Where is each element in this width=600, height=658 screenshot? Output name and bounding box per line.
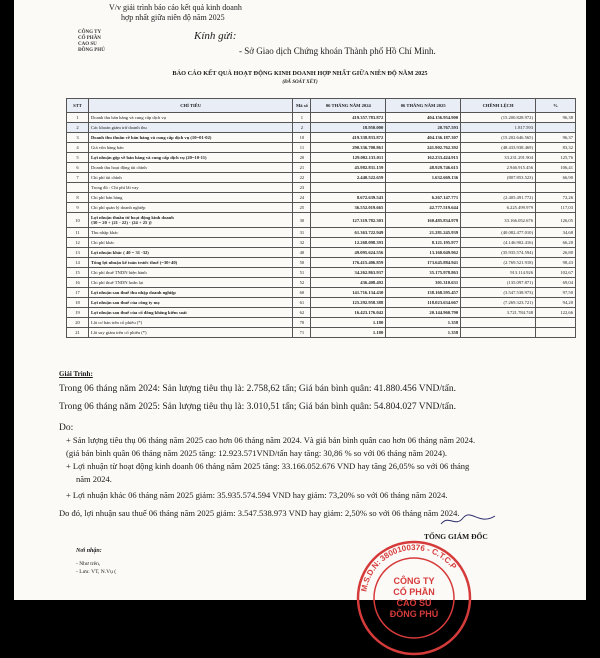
table-cell-ms: 50 [293, 258, 311, 268]
recipient-list-item: - Như trên, [76, 561, 101, 567]
table-cell-name: Tổng lợi nhuận kế toán trước thuế (=30+40) [88, 258, 292, 268]
table-cell-d: (2.405.491.772) [461, 193, 536, 203]
table-cell-a: 34.262.863.937 [311, 268, 386, 278]
table-cell-b: 6.267.147.771 [386, 193, 461, 203]
seal-line-3: CAO SU [396, 598, 432, 608]
table-header-row [67, 99, 576, 113]
table-cell-name: Lãi cơ bản trên cổ phiếu (*) [88, 318, 292, 328]
table-cell-ms: 60 [293, 288, 311, 298]
table-cell-stt: 14 [67, 258, 89, 268]
table-cell-ms: 71 [293, 328, 311, 338]
table-cell-b: 48.929.746.615 [386, 163, 461, 173]
table-cell-name: Lợi nhuận sau thuế thu nhập doanh nghiệp [88, 288, 292, 298]
conclusion: Do đó, lợi nhuận sau thuế 06 tháng năm 2025 giảm: 3.547.538.973 VND hay giảm: 2,50% so với 06 tháng năm 2024. [59, 508, 460, 518]
table-cell-d: 1.817.593 [461, 123, 536, 133]
table-row [67, 308, 576, 318]
table-cell-ms: 61 [293, 298, 311, 308]
table-cell-b: 173.645.884.941 [386, 258, 461, 268]
table-row [67, 248, 576, 258]
table-cell-d: 33.231.291.904 [461, 153, 536, 163]
table-cell-d: 2.946.915.456 [461, 163, 536, 173]
seal-line-4: ĐỒNG PHÚ [389, 609, 439, 619]
table-cell-a: 49.095.624.556 [311, 248, 386, 258]
table-row [67, 173, 576, 183]
table-cell-stt: 6 [67, 163, 89, 173]
table-cell-name: Doanh thu bán hàng và cung cấp dịch vụ [88, 113, 292, 123]
table-cell-stt: 20 [67, 318, 89, 328]
table-cell-a: 2.440.522.659 [311, 173, 386, 183]
table-cell-a: 436.408.492 [311, 278, 386, 288]
table-cell-d: (48.433.938.469) [461, 143, 536, 153]
table-cell-ms: 24 [293, 193, 311, 203]
table-cell-p: 125,76 [536, 153, 576, 163]
table-cell-p [536, 183, 576, 193]
table-cell-a: 141.716.134.430 [311, 288, 386, 298]
table-cell-b [386, 183, 461, 193]
table-cell-name: Chi phí thuế TNDN hoãn lại [88, 278, 292, 288]
table-cell-d: (7.269.323.721) [461, 298, 536, 308]
subject-line-1: V/v giải trình báo cáo kết quả kinh doanh [109, 3, 242, 12]
table-cell-ms: 23 [293, 183, 311, 193]
table-cell-ms: 52 [293, 278, 311, 288]
table-cell-d: (15.202.646.565) [461, 133, 536, 143]
table-cell-b: 42.777.519.644 [386, 203, 461, 213]
table-cell-b: 118.023.634.667 [386, 298, 461, 308]
table-cell-name: Chi phí thuế TNDN hiện hành [88, 268, 292, 278]
table-cell-name: Chi phí bán hàng [88, 193, 292, 203]
table-cell-d: 33.166.052.676 [461, 213, 536, 228]
table-cell-p [536, 123, 576, 133]
company-name-block [78, 30, 105, 54]
table-cell-b: 20.144.960.790 [386, 308, 461, 318]
bullet-1b: (giá bán bình quân 06 tháng năm 2025 tăng: 12.923.571VND/tấn hay tăng: 30,86 % so với 06 tháng năm 2024). [66, 448, 448, 458]
recipient-list [76, 560, 116, 576]
table-cell-d: 3.721.784.748 [461, 308, 536, 318]
table-cell-name: Lợi nhuận gộp về bán hàng và cung cấp dịch vụ (20=10-11) [88, 153, 292, 163]
table-cell-stt: 11 [67, 228, 89, 238]
table-cell-name: Doanh thu thuần về bán hàng và cung cấp dịch vụ (10=01-02) [88, 133, 292, 143]
table-row [67, 318, 576, 328]
table-cell-d [461, 328, 536, 338]
table-cell-name: Chi phí quản lý doanh nghiệp [88, 203, 292, 213]
table-cell-stt: 17 [67, 288, 89, 298]
do-label: Do: [59, 423, 74, 433]
column-header: 06 THÁNG NĂM 2025 [386, 99, 461, 113]
table-cell-ms: 51 [293, 268, 311, 278]
table-cell-a: 16.423.176.042 [311, 308, 386, 318]
column-header: % [536, 99, 576, 113]
table-cell-a: 18.950.000 [311, 123, 386, 133]
company-seal [354, 538, 474, 658]
table-cell-name: Chi phí tài chính [88, 173, 292, 183]
table-cell-stt: 2 [67, 123, 89, 133]
results-table [66, 98, 576, 338]
table-cell-b: 35.175.978.863 [386, 268, 461, 278]
table-cell-name: Các khoản giảm trừ doanh thu [88, 123, 292, 133]
table-cell-name: Lợi nhuận sau thuế của công ty mẹ [88, 298, 292, 308]
table-cell-stt [67, 183, 89, 193]
table-cell-name [88, 213, 292, 228]
table-cell-p: 26,80 [536, 248, 576, 258]
table-cell-p [536, 328, 576, 338]
table-row [67, 238, 576, 248]
company-line-1: CÔNG TY [78, 30, 102, 35]
table-cell-ms: 1 [293, 113, 311, 123]
bullet-2a: + Lợi nhuận từ hoạt động kinh doanh 06 tháng năm 2025 tăng: 33.166.052.676 VND hay tăng 26,05% so với 06 tháng [66, 461, 470, 471]
table-cell-ms: 32 [293, 238, 311, 248]
table-cell-a: 419.338.833.872 [311, 133, 386, 143]
recipient-list-item: - Lưu: VT, N.Vụ ( [76, 569, 117, 575]
table-cell-name: Chi phí khác [88, 238, 292, 248]
table-cell-a: 1.180 [311, 318, 386, 328]
company-line-2: CỔ PHẦN [78, 36, 101, 41]
table-cell-name: Lợi nhuận sau thuế của cổ đông không kiểm soát [88, 308, 292, 318]
table-cell-stt: 4 [67, 143, 89, 153]
table-row [67, 288, 576, 298]
table-cell-b: 21.281.245.939 [386, 228, 461, 238]
table-row [67, 113, 576, 123]
table-cell-a: 61.363.722.949 [311, 228, 386, 238]
table-cell-a: 36.552.019.665 [311, 203, 386, 213]
table-row [67, 123, 576, 133]
seal-line-1: CÔNG TY [393, 576, 435, 586]
table-cell-stt: 18 [67, 298, 89, 308]
table-cell-p: 72,26 [536, 193, 576, 203]
table-cell-ms: 40 [293, 248, 311, 258]
bullet-2b: năm 2024. [76, 474, 112, 484]
column-header: 06 THÁNG NĂM 2024 [311, 99, 386, 113]
table-cell-stt: 19 [67, 308, 89, 318]
signatory-title: TỔNG GIÁM ĐỐC [424, 532, 488, 541]
report-title: BÁO CÁO KẾT QUẢ HOẠT ĐỘNG KINH DOANH HỢP NHẤT GIỮA NIÊN ĐỘ NĂM 2025 [172, 70, 428, 77]
table-cell-ms: 10 [293, 133, 311, 143]
table-row [67, 268, 576, 278]
column-header: CHÊNH LỆCH [461, 99, 536, 113]
table-cell-a: 419.357.783.872 [311, 113, 386, 123]
table-cell-stt: 16 [67, 278, 89, 288]
table-cell-ms: 20 [293, 153, 311, 163]
table-row [67, 228, 576, 238]
table-row [67, 278, 576, 288]
table-cell-stt: 7 [67, 173, 89, 183]
table-cell-a: 290.336.700.861 [311, 143, 386, 153]
table-cell-b: 241.902.762.392 [386, 143, 461, 153]
table-cell-d: (4.146.902.416) [461, 238, 536, 248]
table-row [67, 163, 576, 173]
table-cell-b: 160.485.834.979 [386, 213, 461, 228]
explanation-heading: Giải Trình: [59, 370, 93, 378]
company-line-3: CAO SU [78, 42, 97, 47]
seal-line-2: CỔ PHẦN [393, 587, 435, 597]
table-cell-p: 96,38 [536, 113, 576, 123]
table-cell-name: Lãi suy giảm trên cổ phiếu (*) [88, 328, 292, 338]
table-cell-d: (3.547.538.973) [461, 288, 536, 298]
table-cell-b: 138.168.595.457 [386, 288, 461, 298]
row-label: Lợi nhuận thuần từ hoạt động kinh doanh [90, 215, 174, 220]
table-row [67, 328, 576, 338]
subject-line-2: hợp nhất giữa niên độ năm 2025 [121, 13, 225, 22]
table-cell-name: Giá vốn hàng bán [88, 143, 292, 153]
table-cell-d [461, 183, 536, 193]
table-cell-ms: 2 [293, 123, 311, 133]
table-cell-b: 1.358 [386, 328, 461, 338]
recipient: - Sở Giao dịch Chứng khoán Thành phố Hồ Chí Minh. [239, 46, 436, 56]
table-cell-ms: 62 [293, 308, 311, 318]
table-cell-p: 126,05 [536, 213, 576, 228]
table-cell-a: 1.180 [311, 328, 386, 338]
table-cell-a: 176.415.406.859 [311, 258, 386, 268]
table-cell-b: 20.767.593 [386, 123, 461, 133]
table-cell-p: 69,04 [536, 278, 576, 288]
table-cell-a: 12.268.098.393 [311, 238, 386, 248]
table-cell-d: (35.935.574.594) [461, 248, 536, 258]
company-line-4: ĐỒNG PHÚ [78, 48, 105, 53]
table-cell-a [311, 183, 386, 193]
table-cell-b: 1.632.669.136 [386, 173, 461, 183]
seal-ring-text: M.S.D.N: 3800100376 - C.T.C.P [359, 542, 459, 593]
table-cell-d: (807.853.523) [461, 173, 536, 183]
table-cell-b: 162.233.424.915 [386, 153, 461, 163]
table-cell-ms: 30 [293, 213, 311, 228]
table-row [67, 143, 576, 153]
table-row [67, 193, 576, 203]
column-header: CHỈ TIÊU [88, 99, 292, 113]
table-cell-stt: 13 [67, 248, 89, 258]
table-cell-d: 6.225.499.979 [461, 203, 536, 213]
column-header: Mã số [293, 99, 311, 113]
table-cell-a: 129.002.133.011 [311, 153, 386, 163]
table-cell-name: Doanh thu hoạt động tài chính [88, 163, 292, 173]
table-cell-d: (15.200.828.972) [461, 113, 536, 123]
table-cell-d: (135.097.871) [461, 278, 536, 288]
table-cell-p [536, 318, 576, 328]
bullet-3: + Lợi nhuận khác 06 tháng năm 2025 giảm: 35.935.574.594 VND hay giảm: 73,20% so với 06 tháng năm 2024. [66, 490, 448, 500]
table-cell-a: 8.672.639.543 [311, 193, 386, 203]
table-cell-stt: 8 [67, 193, 89, 203]
table-cell-b: 13.160.049.962 [386, 248, 461, 258]
table-cell-p: 83,32 [536, 143, 576, 153]
bullet-1a: + Sản lượng tiêu thụ 06 tháng năm 2025 cao hơn 06 tháng năm 2024. Và giá bán bình quân cao hơn 06 tháng năm 2024. [66, 435, 476, 445]
table-cell-ms: 22 [293, 173, 311, 183]
table-cell-stt: 1 [67, 113, 89, 123]
table-cell-stt: 5 [67, 153, 89, 163]
table-row [67, 203, 576, 213]
row-formula: {30 = 20 + (21 - 22) - (24 + 25 )} [90, 220, 152, 225]
table-cell-a: 45.982.831.159 [311, 163, 386, 173]
table-cell-p: 66,90 [536, 173, 576, 183]
table-cell-ms: 70 [293, 318, 311, 328]
table-cell-stt: 21 [67, 328, 89, 338]
table-cell-p: 34,68 [536, 228, 576, 238]
signature-mark [439, 510, 499, 530]
explanation-line-2025: Trong 06 tháng năm 2025: Sản lượng tiêu thụ là: 3.010,51 tấn; Giá bán bình quân: 54.804.027 VND/tấn. [59, 402, 457, 412]
table-cell-p: 117,03 [536, 203, 576, 213]
table-cell-b: 404.156.954.900 [386, 113, 461, 123]
table-cell-stt: 10 [67, 213, 89, 228]
table-cell-d: (40.082.477.010) [461, 228, 536, 238]
table-cell-d [461, 318, 536, 328]
document-page [14, 0, 586, 619]
table-cell-p: 98,43 [536, 258, 576, 268]
table-cell-stt: 15 [67, 268, 89, 278]
table-cell-name: Thu nhập khác [88, 228, 292, 238]
table-cell-ms: 21 [293, 163, 311, 173]
table-cell-d: 913.114.926 [461, 268, 536, 278]
table-cell-p: 97,50 [536, 288, 576, 298]
table-cell-p: 66,20 [536, 238, 576, 248]
table-cell-p: 102,67 [536, 268, 576, 278]
table-cell-ms: 31 [293, 228, 311, 238]
table-cell-name: Trong đó : Chi phí lãi vay [88, 183, 292, 193]
subject-line [109, 3, 242, 23]
noi-nhan-label: Nơi nhận: [76, 548, 102, 554]
table-row [67, 258, 576, 268]
table-row [67, 298, 576, 308]
table-cell-stt: 12 [67, 238, 89, 248]
table-cell-a: 125.292.958.388 [311, 298, 386, 308]
table-cell-d: (2.769.521.918) [461, 258, 536, 268]
explanation-line-2024: Trong 06 tháng năm 2024: Sản lượng tiêu thụ là: 2.758,62 tấn; Giá bán bình quân: 41.880.456 VND/tấn. [59, 384, 457, 394]
table-cell-p: 94,20 [536, 298, 576, 308]
kinh-gui-label: Kính gửi: [194, 30, 237, 42]
table-row [67, 153, 576, 163]
report-subtitle: (ĐÃ SOÁT XÉT) [282, 80, 318, 85]
table-cell-b: 404.136.187.307 [386, 133, 461, 143]
column-header: STT [67, 99, 89, 113]
table-cell-p: 106,41 [536, 163, 576, 173]
table-row [67, 213, 576, 228]
table-cell-p: 96,37 [536, 133, 576, 143]
table-body [67, 113, 576, 338]
table-cell-ms: 25 [293, 203, 311, 213]
table-cell-p: 122,66 [536, 308, 576, 318]
table-cell-ms: 11 [293, 143, 311, 153]
table-cell-stt: 9 [67, 203, 89, 213]
table-row [67, 133, 576, 143]
table-row [67, 183, 576, 193]
table-cell-b: 8.121.195.977 [386, 238, 461, 248]
table-cell-name: Lợi nhuận khác ( 40 = 31 -32) [88, 248, 292, 258]
table-cell-a: 127.319.782.303 [311, 213, 386, 228]
table-cell-b: 1.358 [386, 318, 461, 328]
table-cell-stt: 3 [67, 133, 89, 143]
table-cell-b: 301.310.631 [386, 278, 461, 288]
